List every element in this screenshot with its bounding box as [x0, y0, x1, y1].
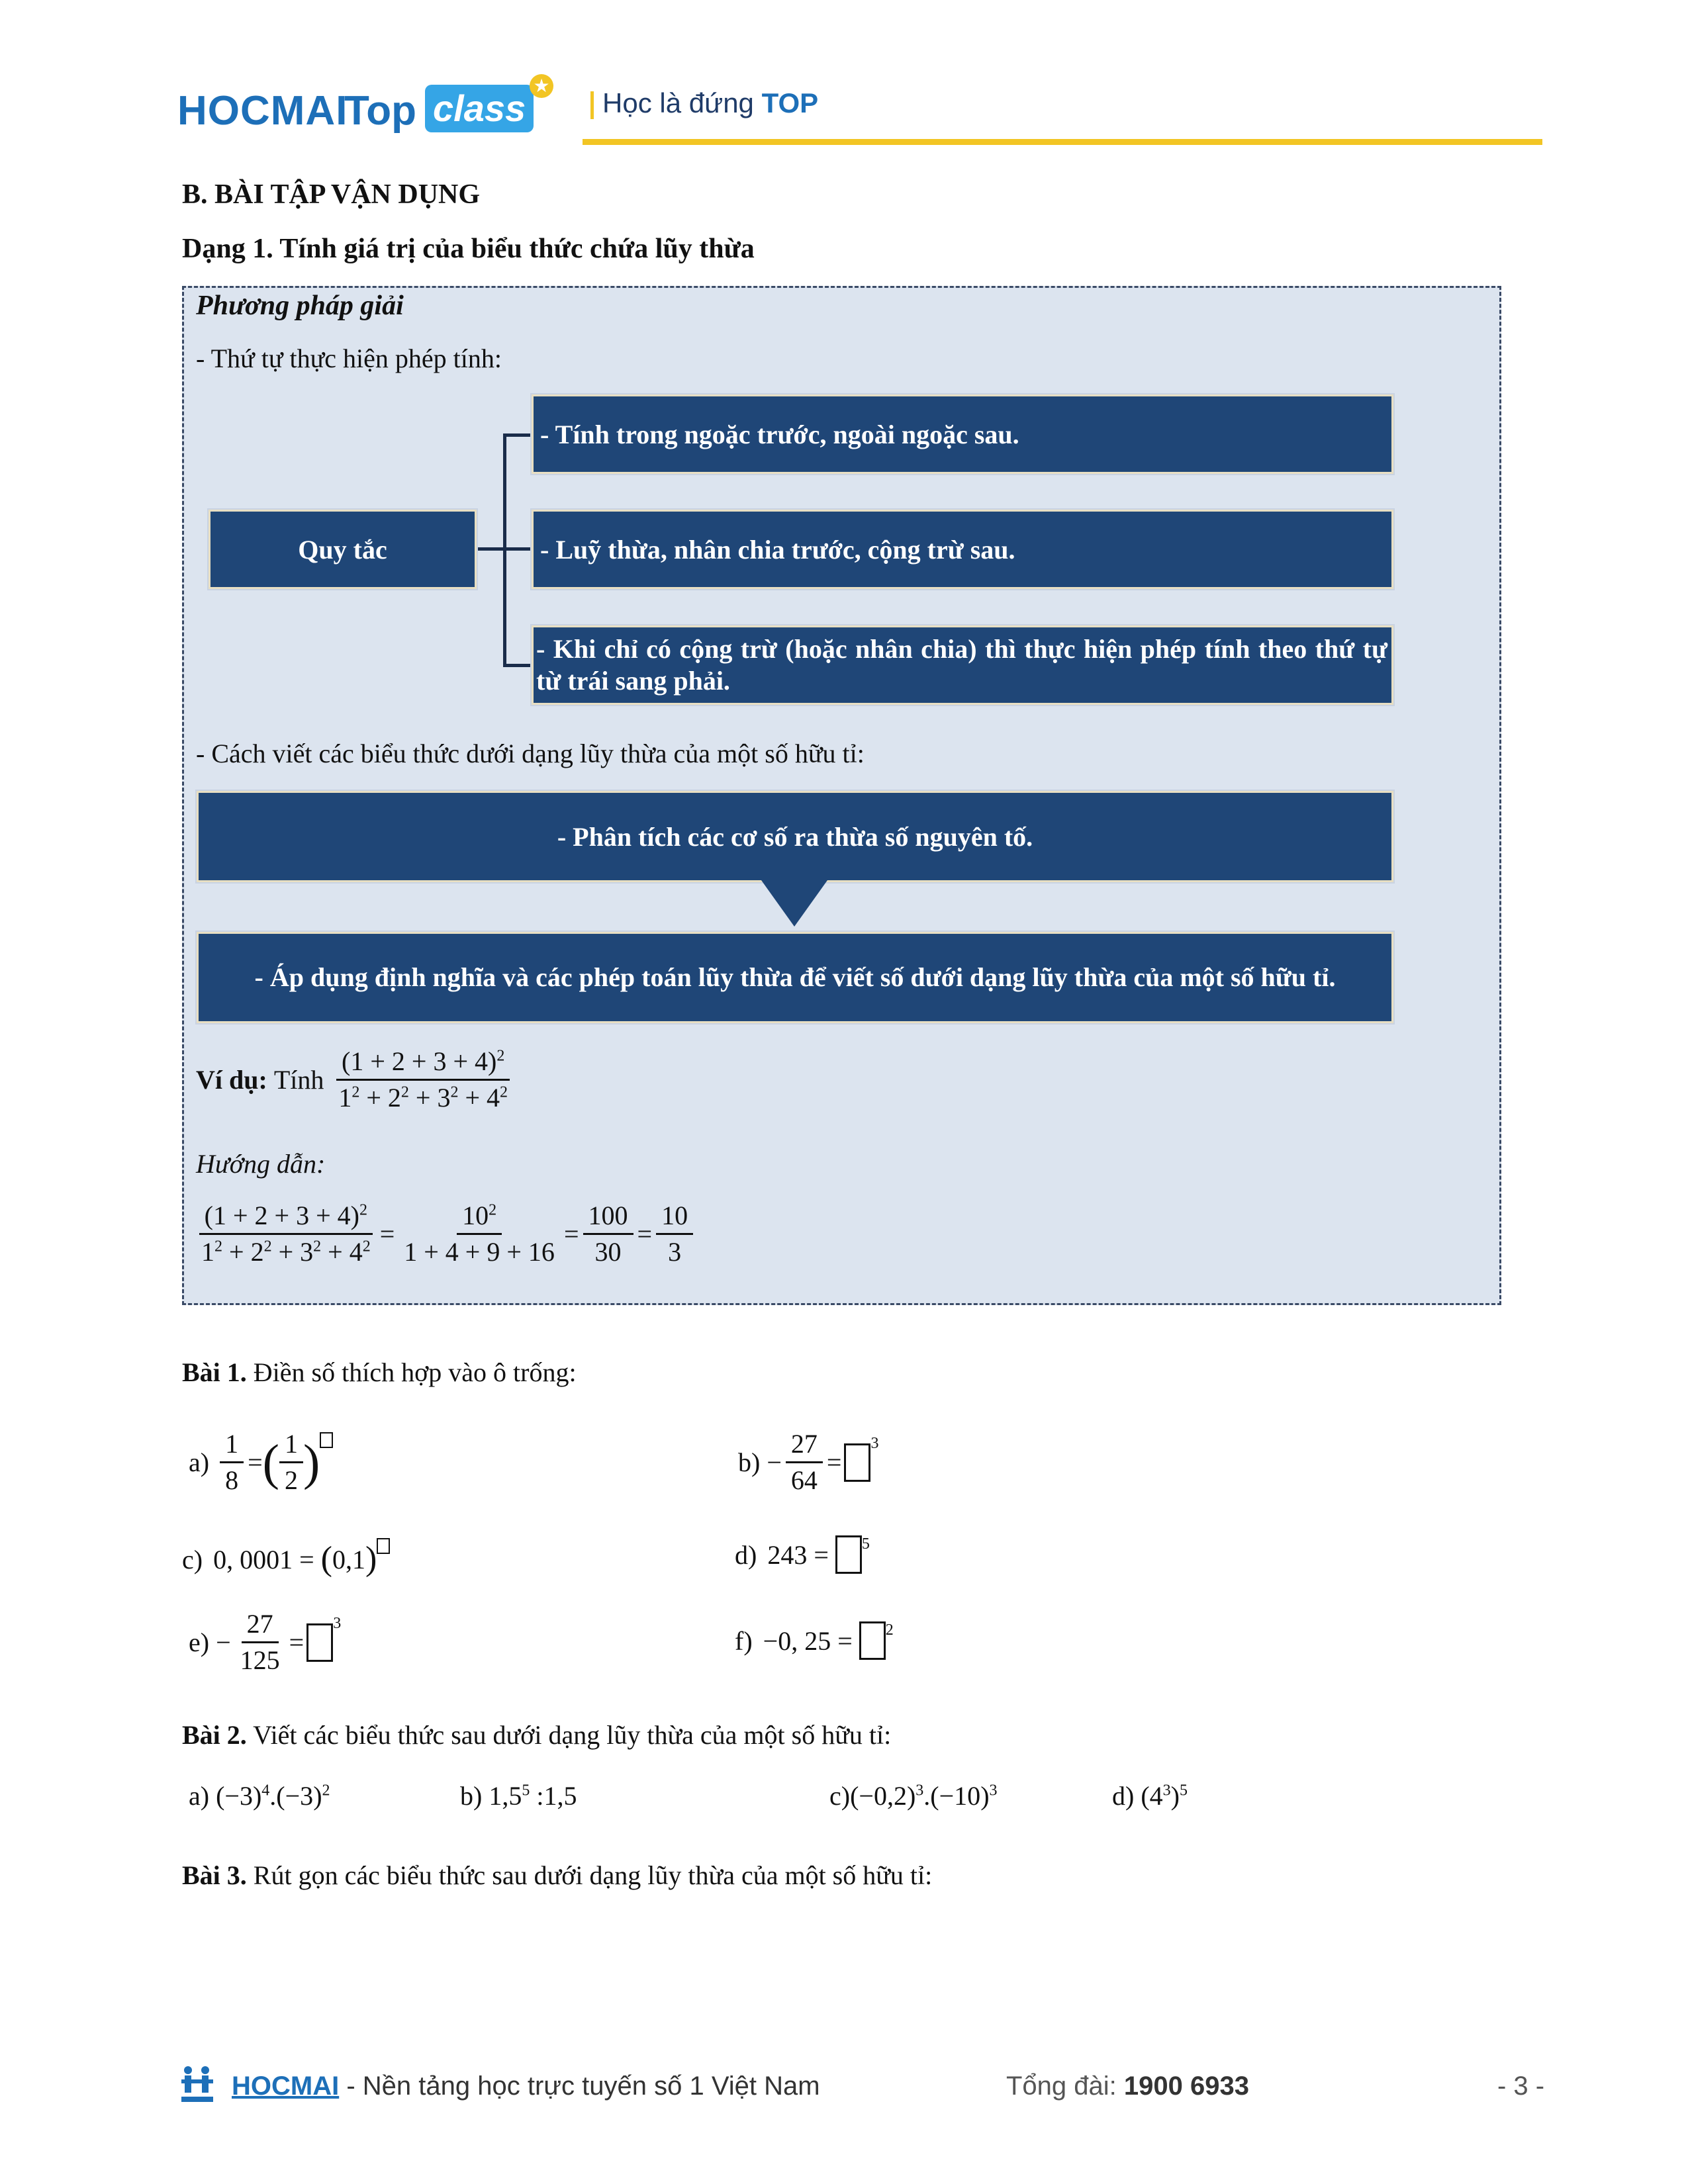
bai1-c-base: 0,1 [332, 1544, 365, 1574]
bai1-c-rparen: ) [365, 1540, 377, 1578]
den-e4: 2 [500, 1083, 508, 1101]
rule-3-text: - Khi chỉ có cộng trừ (hoặc nhân chia) thì thực hiện phép tính theo thứ tự từ trái sang phải. [536, 634, 1387, 696]
bai1-a-d: 8 [225, 1465, 239, 1495]
bai2-a-dot: . [269, 1781, 277, 1811]
bai2-d-exp: 5 [1179, 1782, 1188, 1799]
sol1-num-expr: (1 + 2 + 3 + 4) [204, 1201, 359, 1230]
bai2-heading [182, 1719, 891, 1751]
bai2-d-base: 4 [1149, 1781, 1163, 1811]
bai2-text: Viết các biểu thức sau dưới dạng lũy thừa của một số hữu tỉ: [253, 1720, 892, 1750]
bai1-d [735, 1535, 870, 1574]
rule-box-2 [532, 510, 1393, 589]
rule-connector-h [478, 547, 506, 551]
bai2-b-base: 1,5 [489, 1781, 522, 1811]
footer-left [232, 2071, 820, 2101]
header-rule [583, 139, 1542, 145]
bai2-a-e1: 4 [261, 1782, 270, 1799]
hotline-number: 1900 6933 [1123, 2071, 1249, 2101]
bai1-b-exp: 3 [870, 1435, 879, 1452]
bai2-b [460, 1780, 577, 1811]
step-box-2 [197, 932, 1393, 1023]
example-label: Ví dụ: [196, 1065, 267, 1095]
sol2-num-exp: 2 [489, 1201, 497, 1219]
bai3-heading [182, 1860, 932, 1891]
bai1-a-lparen: ( [262, 1434, 279, 1490]
rule-branch-3 [503, 664, 533, 667]
bai1-b-frac [786, 1430, 823, 1495]
bai2-a-label: a) [189, 1781, 210, 1811]
bai1-d-blank[interactable] [835, 1535, 862, 1574]
sol2-den: 1 + 4 + 9 + 16 [404, 1237, 555, 1267]
bai1-a-eq: = [248, 1447, 263, 1477]
slogan-text: Học là đứng [602, 87, 754, 118]
bai1-e-eq: = [289, 1627, 305, 1657]
bai1-a-rparen: ) [303, 1434, 320, 1490]
footer-tagline: - Nền tảng học trực tuyến số 1 Việt Nam [339, 2071, 820, 2101]
bai1-heading [182, 1357, 577, 1388]
bai1-c-lhs: 0, 0001 = [213, 1544, 321, 1574]
num-expr: (1 + 2 + 3 + 4) [342, 1046, 497, 1076]
bai2-c: $c)(-0,2)^3.(-10)^3$ [829, 1781, 998, 1811]
dang1-title: Dạng 1. Tính giá trị của biểu thức chứa lũy thừa [182, 234, 755, 264]
bai3-label: Bài 3. [182, 1860, 247, 1890]
bai1-f-lhs: −0, 25 = [763, 1625, 859, 1656]
bai1-a-label: a) [189, 1447, 210, 1477]
bai1-f-label: f) [735, 1625, 753, 1656]
writing-intro: - Cách viết các biểu thức dưới dạng lũy thừa của một số hữu tỉ: [196, 739, 865, 768]
solution-fraction-1 [196, 1201, 376, 1267]
bai2-label: Bài 2. [182, 1720, 247, 1750]
rule-1-text: - Tính trong ngoặc trước, ngoài ngoặc sau. [540, 419, 1019, 449]
bai1-e-label: e) [189, 1627, 210, 1657]
num-exp: 2 [496, 1047, 505, 1065]
example-text: Tính [273, 1065, 324, 1095]
bai1-e-n: 27 [242, 1610, 279, 1643]
bai1-a-id: 2 [284, 1465, 298, 1495]
bai2-a-e2: 2 [322, 1782, 330, 1799]
bai2-c-b2: −10 [939, 1781, 981, 1811]
bai2-c-dot: . [923, 1781, 931, 1811]
bai1-a-lhs [220, 1430, 244, 1495]
slogan-emph: TOP [761, 87, 819, 118]
sol1-den-e2: 2 [263, 1238, 272, 1255]
logo-class: class [425, 85, 534, 132]
rule-label: Quy tắc [298, 534, 387, 565]
sol1-num-exp: 2 [359, 1201, 367, 1219]
bai2-a-b1: −3 [224, 1781, 253, 1811]
logo-hocmai: HOCMAI [177, 88, 348, 134]
bai1-c-blank-exp[interactable] [377, 1538, 390, 1554]
bai1-c-label: c) [182, 1544, 203, 1574]
bai1-b-blank[interactable] [844, 1443, 870, 1482]
method-heading: Phương pháp giải [196, 291, 404, 321]
bai1-e-blank[interactable] [306, 1623, 333, 1662]
bai2-c-b1: −0,2 [859, 1781, 907, 1811]
guide-solution [196, 1201, 697, 1267]
bai1-text: Điền số thích hợp vào ô trống: [253, 1357, 577, 1387]
bai2-c-e1: 3 [915, 1782, 924, 1799]
step-2-text: - Áp dụng định nghĩa và các phép toán lũy thừa để viết số dưới dạng lũy thừa của một số hữu tỉ. [254, 962, 1336, 992]
sol2-num-base: 10 [462, 1201, 489, 1230]
step-1-text: - Phân tích các cơ số ra thừa số nguyên tố. [557, 821, 1033, 852]
step-box-1 [197, 791, 1393, 882]
sol2-num [457, 1201, 502, 1235]
bai1-b-n: 27 [786, 1430, 823, 1463]
header-separator [590, 91, 594, 119]
bai1-b-label: b) [738, 1447, 761, 1477]
hotline-label: Tổng đài: [1006, 2071, 1124, 2101]
sol3-num: 100 [583, 1201, 633, 1235]
hocmai-people-icon [179, 2065, 216, 2106]
footer-brand[interactable]: HOCMAI [232, 2071, 340, 2101]
bai1-c [182, 1542, 390, 1576]
sol1-den-e4: 2 [362, 1238, 371, 1255]
bai1-label: Bài 1. [182, 1357, 247, 1387]
logo-star-icon: ★ [530, 74, 553, 98]
example-numerator [336, 1047, 510, 1081]
sol1-den-e1: 2 [214, 1238, 222, 1255]
rule-label-box [209, 510, 477, 589]
equals-2: = [563, 1219, 579, 1249]
bai2-c-e2: 3 [989, 1782, 998, 1799]
bai1-f [735, 1621, 894, 1660]
bai1-a-in: 1 [279, 1430, 303, 1463]
bai1-a [189, 1430, 333, 1495]
bai1-a-n: 1 [220, 1430, 244, 1463]
rule-box-3 [532, 625, 1393, 705]
den-b3: 3 [437, 1083, 451, 1113]
rule-branch-2 [503, 547, 533, 551]
footer-logo-icon [179, 2065, 216, 2106]
sol1-num [199, 1201, 373, 1235]
rule-branch-1 [503, 433, 533, 437]
bai1-a-blank-exp[interactable] [320, 1432, 333, 1448]
sol1-den: $1^2 + 2^2 + 3^2 + 4^2$ [201, 1237, 371, 1267]
den-b1: 1 [338, 1083, 352, 1113]
rule-box-1 [532, 394, 1393, 474]
bai1-f-blank[interactable] [859, 1621, 886, 1660]
den-e2: 2 [400, 1083, 409, 1101]
solution-fraction-4 [656, 1201, 693, 1267]
bai1-e [189, 1610, 341, 1675]
bai2-a: a) $(-3)^4.(-3)^2$ [189, 1781, 330, 1811]
guide-label: Hướng dẫn: [196, 1149, 326, 1179]
footer-hotline [1006, 2071, 1249, 2101]
bai1-b-eq: = [826, 1447, 842, 1477]
bai2-b-label: b) [460, 1781, 483, 1811]
den-e1: 2 [352, 1083, 360, 1101]
bai1-c-lparen: ( [320, 1540, 332, 1578]
logo-top: Top [344, 88, 417, 134]
bai1-b-minus: − [767, 1447, 782, 1477]
solution-fraction-3 [583, 1201, 633, 1267]
bai1-d-lhs: 243 = [767, 1539, 835, 1570]
bai1-e-frac [235, 1610, 285, 1675]
header-logo [177, 74, 555, 140]
equals-1: = [379, 1219, 395, 1249]
solution-fraction-2 [399, 1201, 560, 1267]
bai2-d: d) $(4^3)^5$ [1112, 1781, 1188, 1811]
sol4-num: 10 [656, 1201, 693, 1235]
bai1-e-exp: 3 [333, 1615, 342, 1632]
header-slogan [602, 87, 818, 119]
rule-2-text: - Luỹ thừa, nhân chia trước, cộng trừ sau. [540, 534, 1015, 565]
bai2-b-rest: :1,5 [530, 1781, 577, 1811]
bai1-b-d: 64 [790, 1465, 818, 1495]
bai1-a-rhs [279, 1430, 303, 1495]
bai3-text: Rút gọn các biểu thức sau dưới dạng lũy thừa của một số hữu tỉ: [253, 1860, 933, 1890]
bai2-d-label: d) [1112, 1781, 1135, 1811]
den-e3: 2 [450, 1083, 459, 1101]
bai2-c-label: c) [829, 1781, 851, 1811]
equals-3: = [637, 1219, 653, 1249]
footer-page-number: - 3 - [1497, 2071, 1545, 2101]
sol3-den: 30 [594, 1237, 622, 1267]
example-line [196, 1047, 517, 1113]
bai1-f-exp: 2 [885, 1621, 894, 1639]
bai2-b-exp: 5 [522, 1782, 530, 1799]
bai2-a-b2: −3 [285, 1781, 314, 1811]
bai1-d-exp: 5 [861, 1535, 870, 1553]
sol1-den-b4: 4 [349, 1237, 363, 1267]
example-denominator: $1^2 + 2^2 + 3^2 + 4^2$ [338, 1083, 508, 1113]
sol4-den: 3 [668, 1237, 682, 1267]
sol1-den-b2: 2 [250, 1237, 264, 1267]
sol1-den-e3: 2 [313, 1238, 322, 1255]
den-b2: 2 [387, 1083, 401, 1113]
bai1-b [738, 1430, 878, 1495]
arrow-down-icon [761, 880, 827, 927]
sol1-den-b3: 3 [300, 1237, 314, 1267]
bai1-e-minus: − [216, 1627, 231, 1657]
bai2-d-inexp: 3 [1162, 1782, 1171, 1799]
order-intro: - Thứ tự thực hiện phép tính: [196, 343, 502, 373]
bai1-d-label: d) [735, 1539, 757, 1570]
section-title: B. BÀI TẬP VẬN DỤNG [182, 179, 481, 210]
den-b4: 4 [487, 1083, 500, 1113]
bai1-e-d: 125 [240, 1645, 280, 1675]
example-fraction [333, 1047, 513, 1113]
sol1-den-b1: 1 [201, 1237, 214, 1267]
